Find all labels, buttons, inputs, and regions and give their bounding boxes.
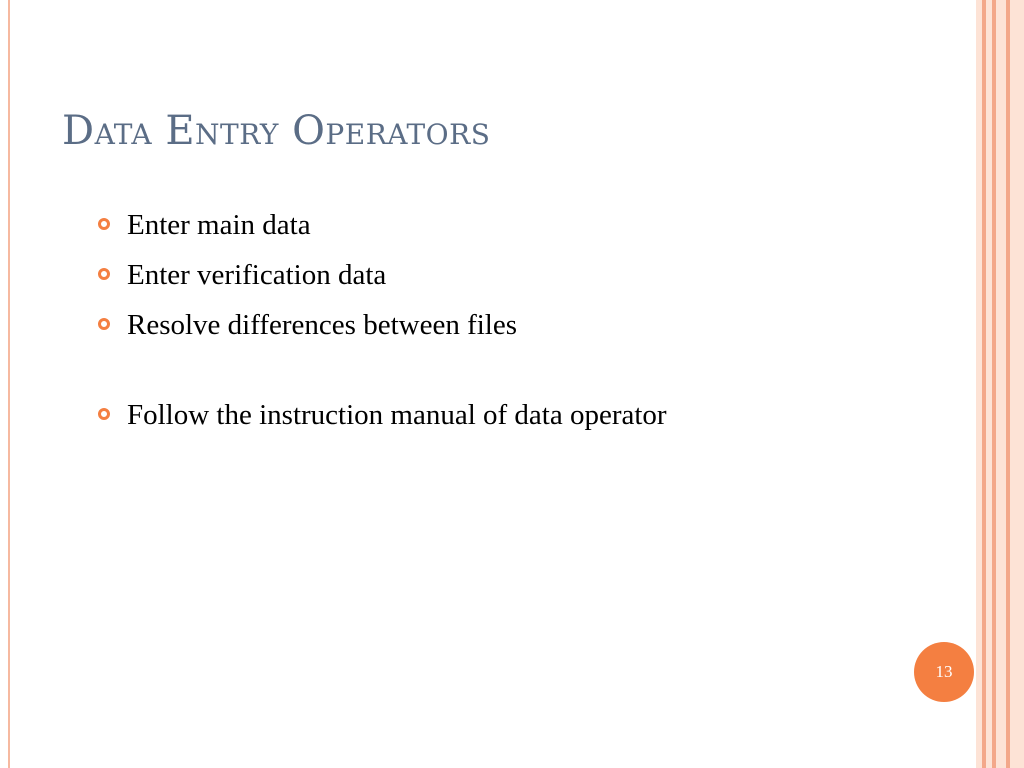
- right-stripe: [1010, 0, 1024, 768]
- ring-bullet-icon: [98, 318, 110, 330]
- ring-bullet-icon: [98, 408, 110, 420]
- bullet-text: Resolve differences between files: [127, 309, 517, 341]
- ring-bullet-icon: [98, 268, 110, 280]
- bullet-item: [96, 305, 756, 345]
- bullet-text: Enter verification data: [127, 259, 387, 291]
- left-frame-line: [8, 0, 10, 768]
- bullet-item: [96, 395, 756, 435]
- right-stripe: [996, 0, 1006, 768]
- bullet-item: [96, 205, 756, 245]
- bullet-text: Enter main data: [127, 209, 311, 241]
- slide-title: Data Entry Operators: [62, 108, 491, 154]
- bullet-item: [96, 255, 756, 295]
- page-number-badge: 13: [914, 642, 974, 702]
- bullet-list: [96, 205, 756, 445]
- ring-bullet-icon: [98, 218, 110, 230]
- bullet-text: Follow the instruction manual of data operator: [127, 399, 667, 431]
